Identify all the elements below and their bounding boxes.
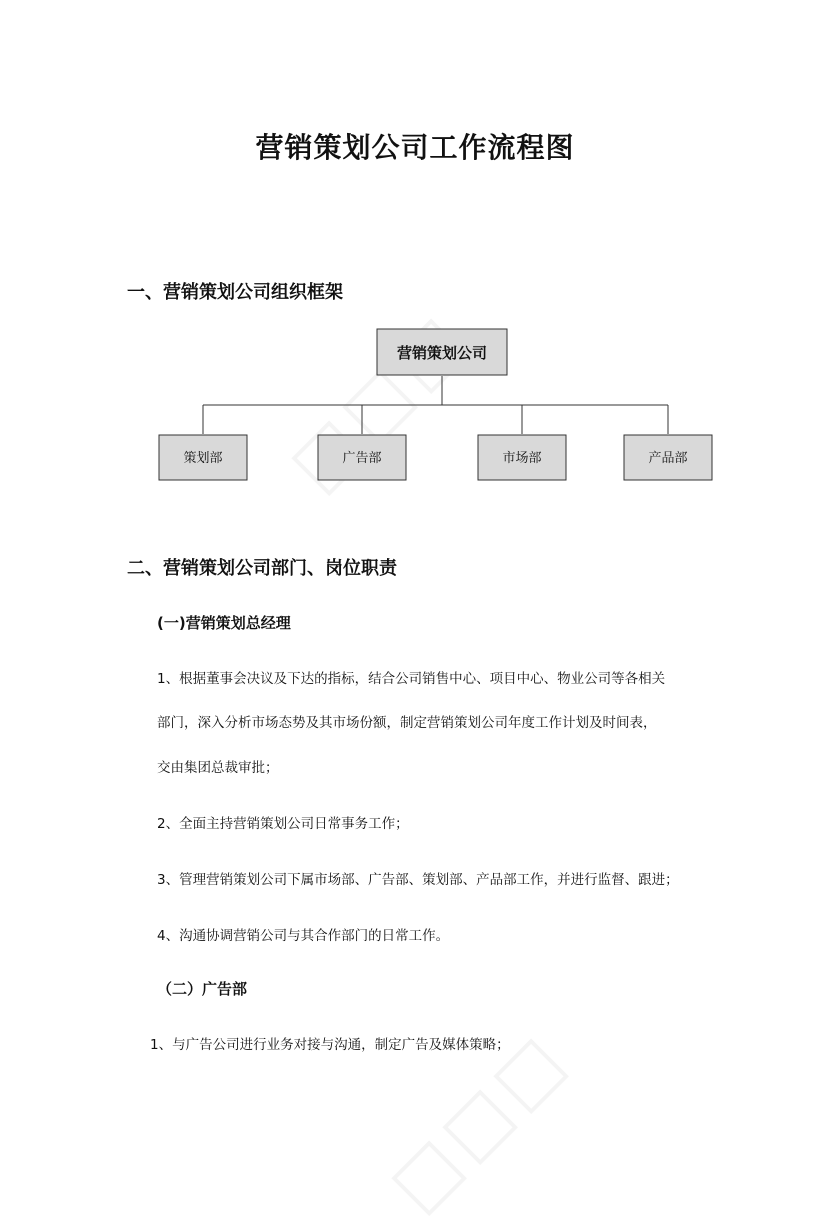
org-dept-label: 产品部: [648, 451, 688, 466]
duty-item: 1、根据董事会决议及下达的指标，结合公司销售中心、项目中心、物业公司等各相关: [157, 671, 666, 687]
org-chart-connectors: [203, 376, 668, 434]
section-heading-duties: 二、营销策划公司部门、岗位职责: [127, 558, 397, 579]
duty-item: 2、全面主持营销策划公司日常事务工作；: [157, 816, 409, 832]
duty-item: 交由集团总裁审批；: [157, 760, 279, 776]
org-chart: [0, 0, 830, 500]
sub-heading-advertising: （二）广告部: [157, 980, 248, 998]
duty-item: 部门，深入分析市场态势及其市场份额，制定营销策划公司年度工作计划及时间表，: [157, 715, 657, 731]
org-dept-label: 广告部: [342, 451, 382, 466]
section-heading-org: 一、营销策划公司组织框架: [127, 282, 343, 303]
org-dept-label: 策划部: [183, 451, 223, 466]
duty-item: 1、与广告公司进行业务对接与沟通，制定广告及媒体策略；: [150, 1037, 510, 1053]
org-root-label: 营销策划公司: [396, 344, 488, 362]
org-dept-label: 市场部: [502, 451, 542, 466]
duty-item: 3、管理营销策划公司下属市场部、广告部、策划部、产品部工作，并进行监督、跟进；: [157, 872, 679, 888]
page-title: 营销策划公司工作流程图: [255, 131, 575, 164]
duty-item: 4、沟通协调营销公司与其合作部门的日常工作。: [157, 928, 450, 944]
sub-heading-general-manager: (一)营销策划总经理: [157, 614, 291, 632]
